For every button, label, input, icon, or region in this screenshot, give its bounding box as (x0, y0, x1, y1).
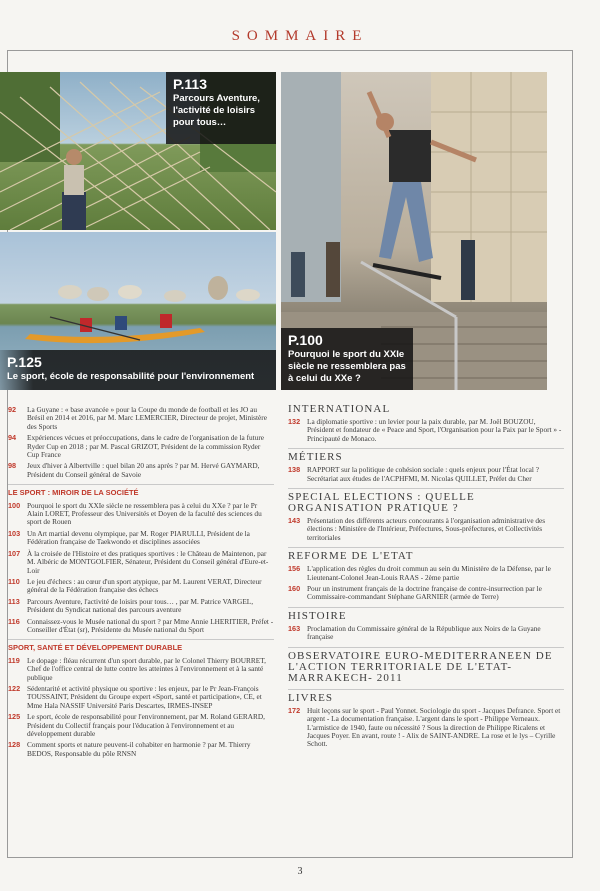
toc-entry-text: Huit leçons sur le sport - Paul Yonnet. Sociologie du sport - Jacques Defrance. Sport et argent - La documentation française. L'argent dans le sport - Philippe Verneaux. L'armistice de 1940, faute ou nécessité ? Sous la direction de Philippe Ricalens et Jacques Poyer. En avant, route ! - Alix de SAINT-ANDRE. La rose et le lys – Cyrille Schott. (307, 705, 561, 749)
section-heading-metiers: MÉTIERS (288, 448, 564, 463)
toc-entry-page-number: 172 (288, 705, 301, 715)
page-number: 3 (297, 866, 303, 877)
metiers-entries (288, 466, 564, 483)
toc-entry-page-number: 92 (8, 405, 17, 414)
page-title: SOMMAIRE (231, 28, 369, 44)
toc-entry-page-number: 122 (8, 683, 21, 693)
section-heading-livres: LIVRES (288, 689, 564, 704)
toc-entry-text: Parcours Aventure, l'activité de loisirs pour tous… , par M. Patrice VARGEL, Président du Syndicat national des parcours aventure (27, 596, 254, 615)
section-heading-observatoire: OBSERVATOIRE EURO-MEDITERRANEEN DE L'ACTION TERRITORIALE DE L'ETAT- MARRAKECH- 2011 (288, 647, 564, 684)
toc-entry-text: Sédentarité et activité physique ou sportive : les enjeux, par le Pr Jean-François TOUSSAINT, Président du Groupe expert «Sport, santé et participation», CE, et Mme Hala NASSIF Université Paris Descartes, IRMES-INSEP (27, 683, 262, 710)
section-heading-sport-miroir: LE SPORT : MIROIR DE LA SOCIÉTÉ (8, 484, 274, 497)
toc-entry (8, 530, 274, 547)
toc-entry-text: Pourquoi le sport du XXIe siècle ne ressemblera pas à celui du XXe ? par le Pr Alain LORET, Professeur des Universités et Doyen de la faculté des sciences du sport de Rouen (27, 500, 262, 527)
toc-entry-page-number: 163 (288, 623, 301, 633)
toc-entry (8, 741, 274, 758)
toc-entry-page-number: 116 (8, 616, 20, 626)
toc-entry-page-number: 94 (8, 433, 17, 443)
caption-text: Parcours Aventure, l'activité de loisirs pour tous… (173, 93, 260, 128)
toc-entry-text: Le sport, école de responsabilité pour l'environnement, par M. Roland GERARD, Président du Collectif français pour l'éducation à l'environnement et au développement durable (27, 712, 266, 738)
photo-parcours-aventure (0, 72, 276, 230)
right-column (288, 404, 564, 752)
toc-entry-page-number: 103 (8, 528, 21, 538)
toc-entry-text: Expériences vécues et préoccupations, dans le cadre de l'organisation de la future Ryder Cup en 2018 ; par M. Pascal GRIZOT, Président de la commission Ryder Cup France (27, 433, 265, 460)
section-heading-reforme: REFORME DE L'ETAT (288, 547, 564, 562)
toc-entry-text: Un Art martial devenu olympique, par M. Roger PIARULLI, Président de la Fédération française de Taekwondo et disciplines associées (27, 528, 250, 547)
left-column (8, 406, 274, 761)
toc-entry-text: Comment sports et nature peuvent-il cohabiter en harmonie ? par M. Thierry BEDOS, Responsable du pôle RNSN (27, 740, 251, 758)
toc-entry-page-number: 119 (8, 655, 20, 665)
toc-entry-page-number: 125 (8, 712, 21, 722)
toc-entry (8, 713, 274, 738)
toc-entry-text: La Guyane : « base avancée » pour la Coupe du monde de football et les JO au Brésil en 2014 et 2016, par M. Marc LEMERCIER, Directeur de projet, Ministère des Sports (27, 405, 267, 431)
toc-entry-page-number: 143 (288, 516, 301, 526)
toc-entry-text: Présentation des différents acteurs concourants à l'organisation administrative des élections : Ministère de l'Intérieur, Préfectures, Sous-préfectures, et Collectivités territoriales (307, 516, 546, 542)
photo-caption (0, 350, 276, 390)
photo-caption (281, 328, 413, 390)
caption-page-number: P.113 (173, 76, 208, 92)
international-entries (288, 418, 564, 443)
toc-entry-text: Pour un instrument français de la doctrine française de contre-insurrection par le Commissaire-commandant Stéphane GARNIER (armée de Terre) (307, 584, 542, 602)
toc-entry-page-number: 98 (8, 461, 17, 471)
toc-entry (8, 685, 274, 710)
toc-entry (8, 578, 274, 595)
histoire-entries (288, 625, 564, 642)
photo-skateboarder (281, 72, 547, 390)
toc-entry-page-number: 138 (288, 465, 301, 475)
toc-entry (8, 406, 274, 431)
toc-entry (8, 657, 274, 682)
caption-text: Pourquoi le sport du XXIe siècle ne ressemblera pas à celui du XXe ? (288, 349, 406, 384)
toc-entry (288, 707, 564, 749)
special-elections-entries (288, 517, 564, 542)
toc-entry (288, 625, 564, 642)
toc-entry (8, 434, 274, 459)
toc-entry-text: Proclamation du Commissaire général de la République aux Noirs de la Guyane française (307, 623, 541, 642)
toc-entry-page-number: 113 (8, 596, 20, 606)
toc-entry (288, 517, 564, 542)
section-sport-sante-entries (8, 657, 274, 758)
livres-entries (288, 707, 564, 749)
toc-entry-text: RAPPORT sur la politique de cohésion sociale : quels enjeux pour l'État local ? Secrétariat aux études de l'ACPHFMI, M. Nicolas QUILLET, Préfet du Cher (307, 465, 539, 483)
section-heading-histoire: HISTOIRE (288, 607, 564, 622)
toc-entry-page-number: 156 (288, 564, 301, 574)
toc-entry-page-number: 100 (8, 500, 21, 510)
top-entries (8, 406, 274, 479)
toc-entry (8, 618, 274, 635)
toc-entry-text: La diplomatie sportive : un levier pour la paix durable, par M. Joël BOUZOU, Président et fondateur de « Peace and Sport, l'Organisation pour la Paix par le Sport » - Principauté de Monaco. (307, 417, 562, 443)
toc-entry-page-number: 128 (8, 740, 21, 750)
toc-entry-page-number: 107 (8, 548, 21, 558)
toc-entry-text: À la croisée de l'Histoire et des pratiques sportives : le Château de Maintenon, par M. Albéric de MONTGOLFIER, Sénateur, Président du Conseil général d'Eure-et-Loir (27, 548, 269, 575)
section-heading-international: INTERNATIONAL (288, 403, 391, 415)
toc-entry (8, 462, 274, 479)
toc-entry (288, 466, 564, 483)
toc-entry (8, 502, 274, 527)
toc-entry (288, 565, 564, 582)
caption-page-number: P.100 (288, 332, 323, 348)
reforme-entries (288, 565, 564, 602)
toc-entry-text: Connaissez-vous le Musée national du sport ? par Mme Annie LHERITIER, Préfet - Conseiller d'État (sr), Présidente du Musée national du Sport (27, 616, 274, 634)
toc-entry (288, 585, 564, 602)
photo-kayaks (0, 232, 276, 390)
toc-entry-page-number: 110 (8, 576, 20, 586)
toc-entry-text: Le dopage : fléau récurrent d'un sport durable, par le Colonel Thierry BOURRET, Chef de l'office central de lutte contre les atteintes à l'environnement et à la santé publique (27, 655, 266, 682)
toc-entry (8, 550, 274, 575)
toc-entry (8, 598, 274, 615)
photo-caption (166, 72, 276, 144)
caption-page-number: P.125 (7, 354, 42, 370)
section-heading-sport-sante: SPORT, SANTÉ ET DÉVELOPPEMENT DURABLE (8, 639, 274, 652)
toc-entry-page-number: 160 (288, 584, 301, 594)
toc-entry-text: Jeux d'hiver à Albertville : quel bilan 20 ans après ? par M. Hervé GAYMARD, Président du Conseil général de Savoie (27, 461, 260, 479)
toc-entry-text: L'application des règles du droit commun au sein du Ministère de la Défense, par le Lieutenant-Colonel Jean-Louis RAAS - 2ème partie (307, 564, 551, 582)
toc-entry (288, 418, 564, 443)
toc-entry-text: Le jeu d'échecs : au cœur d'un sport atypique, par M. Laurent VERAT, Directeur général de la Fédération française des échecs (27, 576, 262, 595)
toc-entry-page-number: 132 (288, 417, 301, 426)
section-heading-special-elections: SPECIAL ELECTIONS : QUELLE ORGANISATION PRATIQUE ? (288, 488, 564, 514)
section-sport-miroir-entries (8, 502, 274, 635)
caption-text: Le sport, école de responsabilité pour l'environnement (7, 371, 255, 382)
